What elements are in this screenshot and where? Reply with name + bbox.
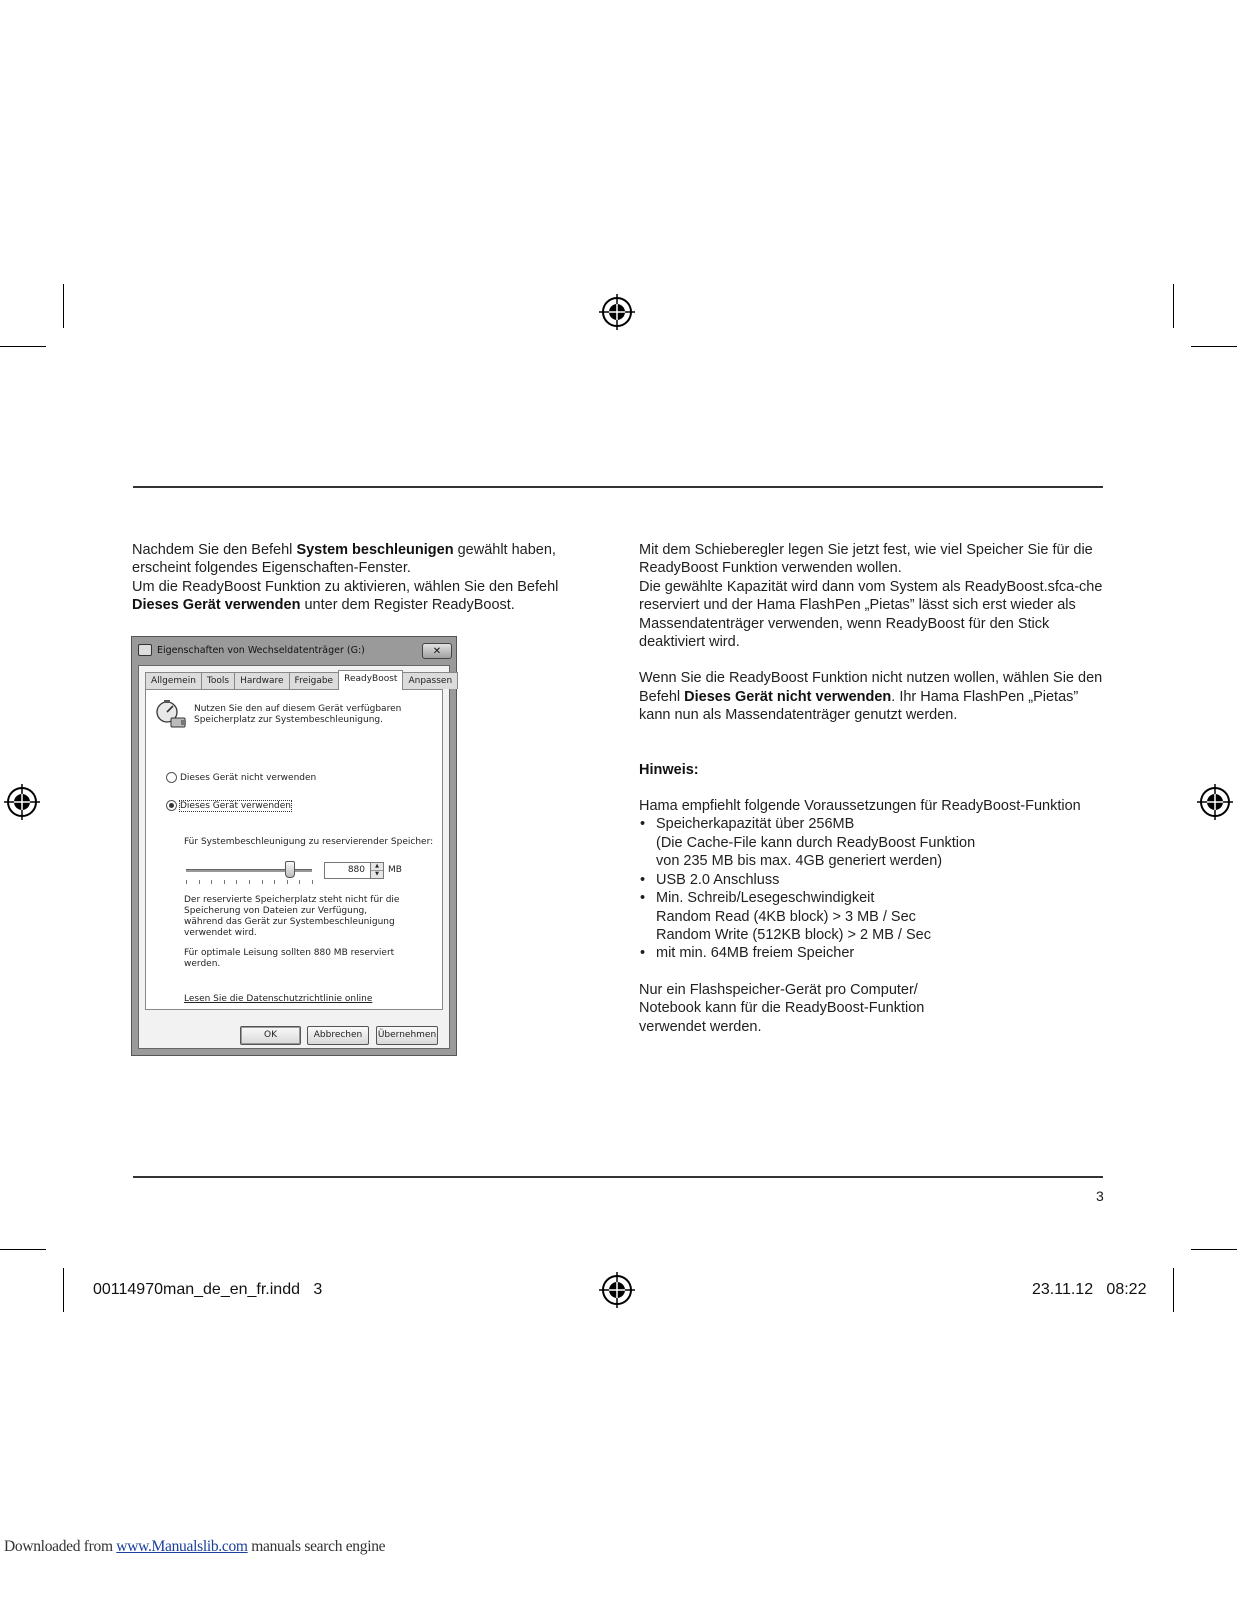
unit-label: MB [388, 865, 402, 875]
left-column [132, 541, 582, 615]
slider-tick [274, 880, 275, 884]
list-item: • Speicherkapazität über 256MB (Die Cache-File kann durch ReadyBoost Funktion von 235 MB bis max. 4GB generiert werden) [639, 815, 1109, 870]
spin-down-icon[interactable]: ▼ [371, 870, 383, 878]
option-use[interactable] [166, 800, 291, 811]
tab-hardware[interactable]: Hardware [234, 672, 289, 689]
slider-tick [287, 880, 288, 884]
crop-mark [63, 1268, 64, 1312]
crop-mark [1191, 1249, 1237, 1250]
bottom-rule [133, 1176, 1103, 1178]
page-number: 3 [1096, 1188, 1104, 1204]
spin-up-icon[interactable]: ▲ [371, 863, 383, 870]
close-button[interactable]: ✕ [422, 643, 452, 659]
download-footer: Downloaded from www.Manualslib.com manuals search engine [4, 1538, 386, 1555]
slug-file: 00114970man_de_en_fr.indd 3 [93, 1281, 323, 1298]
option-dont-use-label[interactable]: Dieses Gerät nicht verwenden [180, 772, 317, 783]
apply-button[interactable]: Übernehmen [376, 1026, 438, 1045]
radio-use[interactable] [166, 800, 177, 811]
hint-heading: Hinweis: [639, 761, 699, 778]
crop-mark [0, 346, 46, 347]
drive-icon [138, 644, 152, 656]
slider-ticks [186, 880, 312, 884]
registration-mark-icon [599, 1272, 635, 1308]
list-item: • Min. Schreib/Lesegeschwindigkeit Random Read (4KB block) > 3 MB / Sec Random Write (512KB block) > 2 MB / Sec [639, 889, 1109, 944]
slider-tick [199, 880, 200, 884]
cancel-button[interactable]: Abbrechen [307, 1026, 369, 1045]
registration-mark-icon [4, 784, 40, 820]
closing-paragraph: Nur ein Flashspeicher-Gerät pro Computer/ Notebook kann für die ReadyBoost-Funktion verwendet werden. [639, 981, 925, 1035]
requirements-list [639, 815, 1109, 962]
activate-paragraph: Um die ReadyBoost Funktion zu aktivieren, wählen Sie den Befehl Dieses Gerät verwenden unter dem Register ReadyBoost. [132, 578, 559, 614]
option-use-label[interactable]: Dieses Gerät verwenden [180, 800, 291, 811]
ok-button[interactable]: OK [240, 1026, 301, 1045]
tab-readyboost[interactable]: ReadyBoost [338, 670, 403, 690]
hint-intro: Hama empfiehlt folgende Voraussetzungen für ReadyBoost-Funktion [639, 798, 1081, 815]
dialog-title: Eigenschaften von Wechseldatenträger (G:) [157, 644, 365, 656]
capacity-paragraph: Die gewählte Kapazität wird dann vom System als ReadyBoost.sfca-che reserviert und der Hama FlashPen „Pietas” lässt sich erst wieder als Massendatenträger verwenden, wenn ReadyBoost für den Stick deaktiviert wird. [639, 578, 1103, 651]
tab-anpassen[interactable]: Anpassen [402, 672, 458, 689]
intro-paragraph: Nachdem Sie den Befehl System beschleunigen gewählt haben, erscheint folgendes Eigenschaften-Fenster. [132, 542, 556, 577]
slider-tick [236, 880, 237, 884]
dialog-body [138, 665, 453, 1049]
slider-thumb[interactable] [285, 861, 295, 878]
slider-paragraph: Mit dem Schieberegler legen Sie jetzt fest, wie viel Speicher Sie für die ReadyBoost Funktion verwenden wollen. [639, 542, 1093, 577]
tab-strip [145, 672, 453, 689]
slider-tick [312, 880, 313, 884]
tab-tools[interactable]: Tools [201, 672, 235, 689]
readyboost-panel [145, 689, 443, 1010]
slider-tick [224, 880, 225, 884]
registration-mark-icon [599, 294, 635, 330]
disable-paragraph: Wenn Sie die ReadyBoost Funktion nicht nutzen wollen, wählen Sie den Befehl Dieses Gerät nicht verwenden. Ihr Hama FlashPen „Pietas” kann nun als Massendatenträger genutzt werden. [639, 670, 1103, 724]
privacy-link[interactable]: Lesen Sie die Datenschutzrichtlinie online [184, 994, 373, 1004]
readyboost-icon [154, 698, 188, 730]
list-item: • USB 2.0 Anschluss [639, 871, 1109, 889]
right-column [639, 541, 1109, 1036]
tab-allgemein[interactable]: Allgemein [145, 672, 202, 689]
reserve-value[interactable]: 880 [347, 865, 365, 875]
slider-tick [262, 880, 263, 884]
slider-tick [249, 880, 250, 884]
registration-mark-icon [1197, 784, 1233, 820]
slider-tick [186, 880, 187, 884]
slider-tick [211, 880, 212, 884]
reserve-spinbox[interactable] [324, 862, 384, 879]
radio-dont-use[interactable] [166, 772, 177, 783]
crop-mark [0, 1249, 46, 1250]
option-dont-use[interactable] [166, 772, 316, 783]
list-item: • mit min. 64MB freiem Speicher [639, 944, 1109, 962]
slider-tick [299, 880, 300, 884]
optimal-info: Für optimale Leisung sollten 880 MB reserviert werden. [184, 948, 395, 969]
tab-freigabe[interactable]: Freigabe [289, 672, 340, 689]
reserve-info: Der reservierte Speicherplatz steht nicht für die Speicherung von Dateien zur Verfügung, während das Gerät zur Systembeschleunigung verwendet wird. [184, 895, 400, 938]
spin-arrows[interactable] [370, 863, 383, 878]
slug-datetime: 23.11.12 08:22 [1032, 1281, 1147, 1298]
slider-label: Für Systembeschleunigung zu reservierender Speicher: [184, 837, 434, 847]
crop-mark [1191, 346, 1237, 347]
intro-text: Nutzen Sie den auf diesem Gerät verfügbaren Speicherplatz zur Systembeschleunigung. [194, 704, 402, 725]
dialog-titlebar [138, 641, 450, 659]
manualslib-link[interactable]: www.Manualslib.com [116, 1538, 248, 1555]
properties-dialog [131, 636, 457, 1056]
crop-mark [63, 284, 64, 328]
crop-mark [1173, 1268, 1174, 1312]
top-rule [133, 486, 1103, 488]
crop-mark [1173, 284, 1174, 328]
